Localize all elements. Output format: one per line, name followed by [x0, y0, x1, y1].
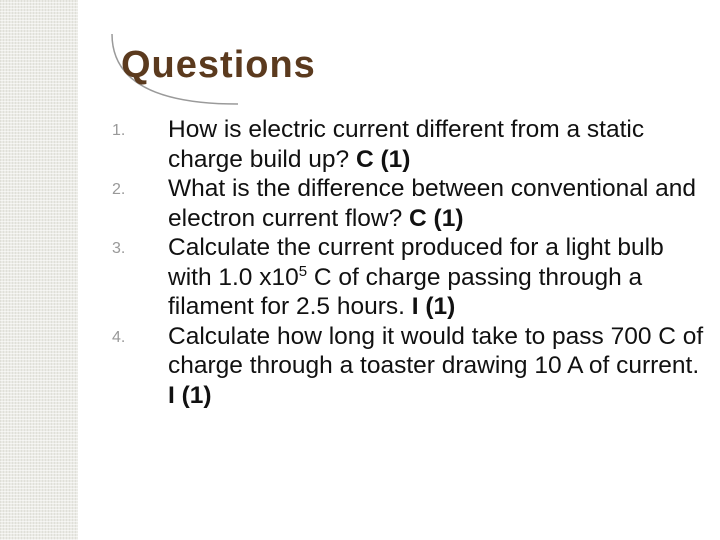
question-rating: C (1)	[355, 145, 411, 173]
question-number: 2.	[112, 181, 126, 198]
question-item-1	[112, 115, 712, 174]
question-item-4	[112, 322, 712, 411]
title-block	[108, 28, 688, 108]
question-text: Calculate the current produced for a light bulb with 1.0 x10	[168, 234, 664, 291]
superscript-exponent: 5	[298, 262, 308, 280]
question-text: What is the difference between conventional and electron current flow?	[168, 175, 697, 232]
slide-title: Questions	[121, 44, 316, 86]
question-item-3	[112, 233, 712, 322]
question-text: Calculate how long it would take to pass 700 C of charge through a toaster drawing 10 A of current.	[168, 322, 704, 379]
question-item-2	[112, 174, 712, 233]
question-text: How is electric current different from a static charge build up?	[168, 116, 645, 173]
question-number: 3.	[112, 240, 126, 257]
question-rating: I (1)	[411, 293, 456, 320]
question-text-continued: C of charge passing through a filament for 2.5 hours.	[168, 263, 643, 320]
textured-side-strip	[0, 0, 78, 540]
question-number: 4.	[112, 328, 126, 346]
question-rating: C (1)	[409, 204, 464, 232]
question-rating: I (1)	[168, 381, 212, 409]
question-list	[112, 115, 712, 410]
question-number: 1.	[112, 122, 126, 139]
